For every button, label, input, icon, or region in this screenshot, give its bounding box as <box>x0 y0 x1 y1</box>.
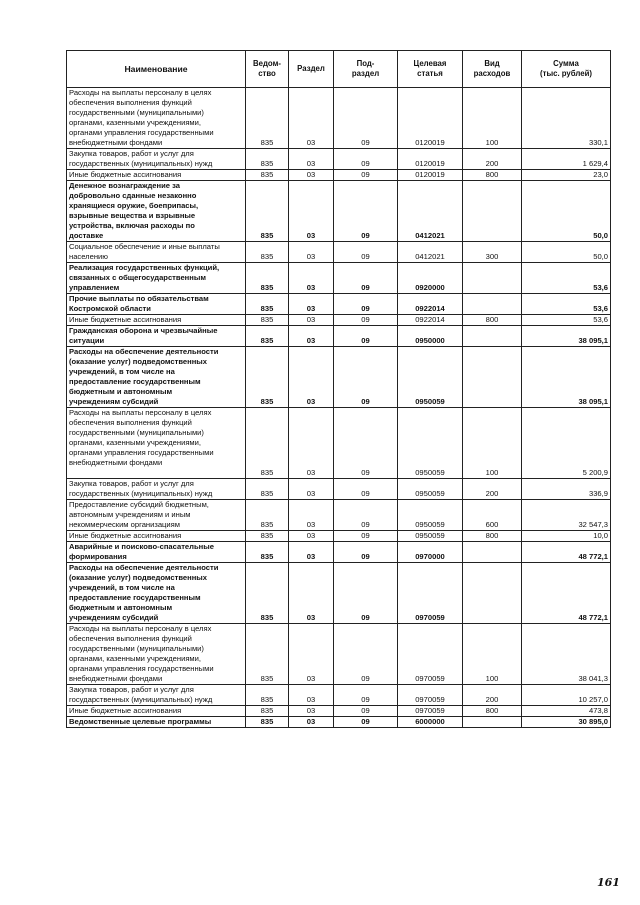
cell-kind <box>463 263 522 294</box>
table-row <box>67 294 611 315</box>
cell-dept: 835 <box>246 531 289 542</box>
table-row <box>67 500 611 531</box>
cell-subsection: 09 <box>334 326 398 347</box>
cell-name: Закупка товаров, работ и услуг для государственных (муниципальных) нужд <box>67 479 246 500</box>
cell-section: 03 <box>289 347 334 408</box>
cell-sum: 5 200,9 <box>522 408 611 479</box>
cell-subsection: 09 <box>334 181 398 242</box>
cell-dept: 835 <box>246 326 289 347</box>
cell-subsection: 09 <box>334 717 398 728</box>
cell-dept: 835 <box>246 315 289 326</box>
cell-target: 0950059 <box>398 347 463 408</box>
table-row <box>67 542 611 563</box>
cell-section: 03 <box>289 717 334 728</box>
cell-name: Закупка товаров, работ и услуг для государственных (муниципальных) нужд <box>67 149 246 170</box>
cell-name: Реализация государственных функций, связанных с общегосударственным управлением <box>67 263 246 294</box>
cell-target: 0970059 <box>398 563 463 624</box>
cell-dept: 835 <box>246 685 289 706</box>
page-number: 161 <box>597 876 620 889</box>
cell-sum: 38 095,1 <box>522 326 611 347</box>
cell-target: 0970059 <box>398 624 463 685</box>
header-target: Целевая статья <box>398 51 463 88</box>
cell-kind <box>463 294 522 315</box>
cell-sum: 10 257,0 <box>522 685 611 706</box>
cell-target: 0922014 <box>398 315 463 326</box>
cell-sum: 336,9 <box>522 479 611 500</box>
table-row <box>67 326 611 347</box>
table-row <box>67 706 611 717</box>
cell-section: 03 <box>289 315 334 326</box>
cell-subsection: 09 <box>334 242 398 263</box>
table-row <box>67 479 611 500</box>
cell-target: 0120019 <box>398 170 463 181</box>
cell-sum: 48 772,1 <box>522 542 611 563</box>
cell-sum: 53,6 <box>522 315 611 326</box>
cell-kind: 200 <box>463 685 522 706</box>
cell-target: 0970059 <box>398 706 463 717</box>
cell-target: 0950000 <box>398 326 463 347</box>
cell-subsection: 09 <box>334 263 398 294</box>
cell-kind <box>463 347 522 408</box>
table-body <box>67 88 611 728</box>
header-sum: Сумма (тыс. рублей) <box>522 51 611 88</box>
cell-target: 0920000 <box>398 263 463 294</box>
cell-name: Предоставление субсидий бюджетным, автономным учреждениям и иным некоммерческим организациям <box>67 500 246 531</box>
cell-section: 03 <box>289 500 334 531</box>
cell-dept: 835 <box>246 563 289 624</box>
cell-sum: 330,1 <box>522 88 611 149</box>
cell-target: 0950059 <box>398 500 463 531</box>
table-row <box>67 315 611 326</box>
cell-sum: 1 629,4 <box>522 149 611 170</box>
cell-subsection: 09 <box>334 294 398 315</box>
cell-section: 03 <box>289 294 334 315</box>
cell-name: Иные бюджетные ассигнования <box>67 315 246 326</box>
cell-section: 03 <box>289 685 334 706</box>
cell-sum: 53,6 <box>522 263 611 294</box>
cell-name: Денежное вознаграждение за добровольно сданные незаконно хранящиеся оружие, боеприпасы, взрывные вещества и взрывные устройства, включая расходы по доставке <box>67 181 246 242</box>
cell-section: 03 <box>289 479 334 500</box>
cell-kind <box>463 542 522 563</box>
table-row <box>67 717 611 728</box>
cell-name: Расходы на выплаты персоналу в целях обеспечения выполнения функций государственными (муниципальными) органами, казенными учреждениями, органами управления государственными внебюджетными фондами <box>67 88 246 149</box>
cell-sum: 10,0 <box>522 531 611 542</box>
cell-target: 0950059 <box>398 479 463 500</box>
cell-section: 03 <box>289 88 334 149</box>
cell-name: Иные бюджетные ассигнования <box>67 706 246 717</box>
table-row <box>67 347 611 408</box>
cell-subsection: 09 <box>334 706 398 717</box>
table-row <box>67 181 611 242</box>
cell-kind: 100 <box>463 624 522 685</box>
cell-dept: 835 <box>246 149 289 170</box>
cell-kind <box>463 563 522 624</box>
cell-name: Расходы на обеспечение деятельности (оказание услуг) подведомственных учреждений, в том числе на предоставление государственным бюджетным и автономным учреждениям субсидий <box>67 347 246 408</box>
cell-target: 0120019 <box>398 149 463 170</box>
cell-name: Прочие выплаты по обязательствам Костромской области <box>67 294 246 315</box>
cell-subsection: 09 <box>334 542 398 563</box>
header-kind: Вид расходов <box>463 51 522 88</box>
table-row <box>67 149 611 170</box>
cell-name: Иные бюджетные ассигнования <box>67 531 246 542</box>
cell-kind <box>463 326 522 347</box>
cell-kind: 300 <box>463 242 522 263</box>
cell-sum: 50,0 <box>522 181 611 242</box>
cell-subsection: 09 <box>334 563 398 624</box>
cell-target: 6000000 <box>398 717 463 728</box>
cell-target: 0950059 <box>398 531 463 542</box>
table-row <box>67 624 611 685</box>
cell-dept: 835 <box>246 624 289 685</box>
table-row <box>67 242 611 263</box>
table-row <box>67 531 611 542</box>
cell-name: Расходы на выплаты персоналу в целях обеспечения выполнения функций государственными (муниципальными) органами, казенными учреждениями, органами управления государственными внебюджетными фондами <box>67 408 246 479</box>
cell-dept: 835 <box>246 542 289 563</box>
cell-name: Иные бюджетные ассигнования <box>67 170 246 181</box>
cell-dept: 835 <box>246 500 289 531</box>
cell-subsection: 09 <box>334 88 398 149</box>
cell-subsection: 09 <box>334 149 398 170</box>
cell-target: 0950059 <box>398 408 463 479</box>
cell-sum: 30 895,0 <box>522 717 611 728</box>
cell-sum: 48 772,1 <box>522 563 611 624</box>
cell-subsection: 09 <box>334 531 398 542</box>
cell-target: 0970059 <box>398 685 463 706</box>
cell-kind: 800 <box>463 706 522 717</box>
cell-kind: 600 <box>463 500 522 531</box>
cell-subsection: 09 <box>334 408 398 479</box>
cell-dept: 835 <box>246 408 289 479</box>
cell-target: 0970000 <box>398 542 463 563</box>
cell-subsection: 09 <box>334 315 398 326</box>
cell-dept: 835 <box>246 347 289 408</box>
cell-kind: 800 <box>463 170 522 181</box>
cell-sum: 53,6 <box>522 294 611 315</box>
cell-subsection: 09 <box>334 170 398 181</box>
table-row <box>67 263 611 294</box>
table-row <box>67 685 611 706</box>
cell-section: 03 <box>289 326 334 347</box>
table-row <box>67 170 611 181</box>
cell-section: 03 <box>289 563 334 624</box>
cell-section: 03 <box>289 181 334 242</box>
cell-kind: 100 <box>463 88 522 149</box>
cell-kind: 800 <box>463 315 522 326</box>
table-row <box>67 408 611 479</box>
cell-name: Расходы на выплаты персоналу в целях обеспечения выполнения функций государственными (муниципальными) органами, казенными учреждениями, органами управления государственными внебюджетными фондами <box>67 624 246 685</box>
cell-name: Расходы на обеспечение деятельности (оказание услуг) подведомственных учреждений, в том числе на предоставление государственным бюджетным и автономным учреждениям субсидий <box>67 563 246 624</box>
cell-dept: 835 <box>246 479 289 500</box>
cell-subsection: 09 <box>334 500 398 531</box>
header-subsection: Под- раздел <box>334 51 398 88</box>
cell-sum: 473,8 <box>522 706 611 717</box>
header-name: Наименование <box>67 51 246 88</box>
header-dept: Ведом- ство <box>246 51 289 88</box>
cell-kind <box>463 717 522 728</box>
cell-subsection: 09 <box>334 479 398 500</box>
cell-section: 03 <box>289 706 334 717</box>
cell-dept: 835 <box>246 242 289 263</box>
budget-table <box>66 50 611 728</box>
cell-target: 0412021 <box>398 181 463 242</box>
cell-subsection: 09 <box>334 624 398 685</box>
cell-section: 03 <box>289 170 334 181</box>
cell-target: 0922014 <box>398 294 463 315</box>
cell-kind: 100 <box>463 408 522 479</box>
table-row <box>67 88 611 149</box>
cell-kind: 800 <box>463 531 522 542</box>
cell-dept: 835 <box>246 717 289 728</box>
cell-dept: 835 <box>246 706 289 717</box>
table-row <box>67 563 611 624</box>
cell-section: 03 <box>289 149 334 170</box>
cell-section: 03 <box>289 531 334 542</box>
cell-name: Ведомственные целевые программы <box>67 717 246 728</box>
cell-section: 03 <box>289 408 334 479</box>
table-header-row <box>67 51 611 88</box>
cell-section: 03 <box>289 624 334 685</box>
cell-subsection: 09 <box>334 685 398 706</box>
cell-subsection: 09 <box>334 347 398 408</box>
cell-section: 03 <box>289 242 334 263</box>
cell-name: Гражданская оборона и чрезвычайные ситуации <box>67 326 246 347</box>
cell-sum: 50,0 <box>522 242 611 263</box>
cell-target: 0120019 <box>398 88 463 149</box>
cell-dept: 835 <box>246 88 289 149</box>
cell-kind <box>463 181 522 242</box>
cell-kind: 200 <box>463 149 522 170</box>
cell-target: 0412021 <box>398 242 463 263</box>
cell-section: 03 <box>289 263 334 294</box>
cell-name: Аварийные и поисково-спасательные формирования <box>67 542 246 563</box>
cell-dept: 835 <box>246 294 289 315</box>
cell-sum: 32 547,3 <box>522 500 611 531</box>
cell-dept: 835 <box>246 181 289 242</box>
cell-sum: 38 041,3 <box>522 624 611 685</box>
cell-sum: 38 095,1 <box>522 347 611 408</box>
cell-section: 03 <box>289 542 334 563</box>
cell-dept: 835 <box>246 263 289 294</box>
cell-kind: 200 <box>463 479 522 500</box>
header-section: Раздел <box>289 51 334 88</box>
cell-dept: 835 <box>246 170 289 181</box>
cell-name: Закупка товаров, работ и услуг для государственных (муниципальных) нужд <box>67 685 246 706</box>
cell-sum: 23,0 <box>522 170 611 181</box>
cell-name: Социальное обеспечение и иные выплаты населению <box>67 242 246 263</box>
